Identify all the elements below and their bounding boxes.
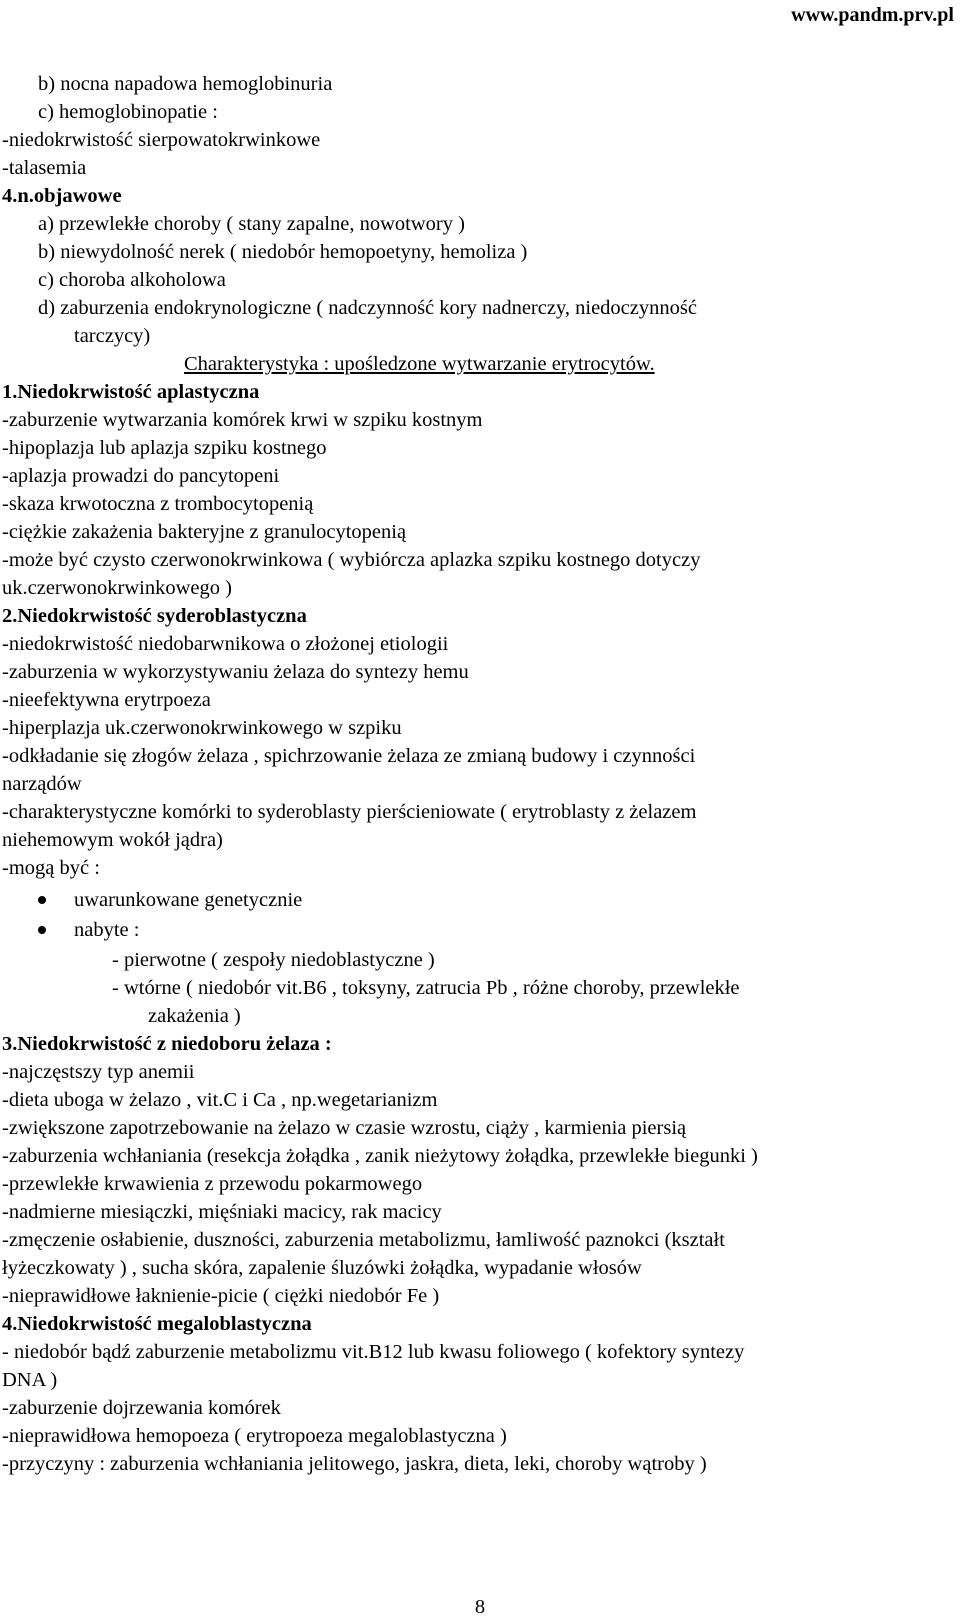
- text-line: c) hemoglobinopatie :: [38, 101, 218, 123]
- text-line: c) choroba alkoholowa: [38, 269, 226, 291]
- section-heading: 1.Niedokrwistość aplastyczna: [2, 381, 260, 403]
- text-line: -zaburzenie dojrzewania komórek: [2, 1397, 281, 1419]
- text-line: -niedokrwistość sierpowatokrwinkowe: [2, 129, 321, 151]
- text-line: -nieprawidłowe łaknienie-picie ( ciężki niedobór Fe ): [2, 1285, 440, 1307]
- text-line: -ciężkie zakażenia bakteryjne z granulocytopenią: [2, 521, 407, 543]
- list-item: uwarunkowane genetycznie: [74, 889, 303, 911]
- text-line: -zmęczenie osłabienie, duszności, zaburzenia metabolizmu, łamliwość paznokci (kształt: [2, 1229, 725, 1251]
- text-line: -nadmierne miesiączki, mięśniaki macicy, rak macicy: [2, 1201, 442, 1223]
- list-item: - wtórne ( niedobór vit.B6 , toksyny, zatrucia Pb , różne choroby, przewlekłe: [112, 977, 740, 999]
- text-line: -hiperplazja uk.czerwonokrwinkowego w szpiku: [2, 717, 402, 739]
- text-line: uk.czerwonokrwinkowego ): [2, 577, 232, 599]
- text-line: -najczęstszy typ anemii: [2, 1061, 195, 1083]
- bullet-icon: [38, 896, 46, 904]
- text-line: -mogą być :: [2, 857, 100, 879]
- text-line: b) niewydolność nerek ( niedobór hemopoetyny, hemoliza ): [38, 241, 528, 263]
- section-heading: 3.Niedokrwistość z niedoboru żelaza :: [2, 1033, 332, 1055]
- text-line: -hipoplazja lub aplazja szpiku kostnego: [2, 437, 327, 459]
- bullet-icon: [38, 926, 46, 934]
- text-line: tarczycy): [74, 325, 151, 347]
- text-line: -niedokrwistość niedobarwnikowa o złożonej etiologii: [2, 633, 449, 655]
- text-line: -talasemia: [2, 157, 87, 179]
- text-line: -zaburzenia w wykorzystywaniu żelaza do syntezy hemu: [2, 661, 469, 683]
- header-url: www.pandm.prv.pl: [791, 4, 954, 26]
- list-item: nabyte :: [74, 919, 140, 941]
- text-line: d) zaburzenia endokrynologiczne ( nadczynność kory nadnerczy, niedoczynność: [38, 297, 697, 319]
- text-line: a) przewlekłe choroby ( stany zapalne, nowotwory ): [38, 213, 465, 235]
- page-number: 8: [474, 1596, 486, 1618]
- text-line: -zwiększone zapotrzebowanie na żelazo w czasie wzrostu, ciąży , karmienia piersią: [2, 1117, 687, 1139]
- text-line: niehemowym wokół jądra): [2, 829, 223, 851]
- section-heading: 4.Niedokrwistość megaloblastyczna: [2, 1313, 312, 1335]
- section-caption: Charakterystyka : upośledzone wytwarzanie erytrocytów.: [184, 353, 655, 375]
- text-line: -zaburzenie wytwarzania komórek krwi w szpiku kostnym: [2, 409, 483, 431]
- text-line: -przewlekłe krwawienia z przewodu pokarmowego: [2, 1173, 423, 1195]
- text-line: b) nocna napadowa hemoglobinuria: [38, 73, 333, 95]
- text-line: -nieefektywna erytrpoeza: [2, 689, 211, 711]
- text-line: -może być czysto czerwonokrwinkowa ( wybiórcza aplazka szpiku kostnego dotyczy: [2, 549, 701, 571]
- text-line: -przyczyny : zaburzenia wchłaniania jelitowego, jaskra, dieta, leki, choroby wątroby ): [2, 1453, 707, 1475]
- text-line: -zaburzenia wchłaniania (resekcja żołądka , zanik nieżytowy żołądka, przewlekłe biegunki ): [2, 1145, 758, 1167]
- text-line: -nieprawidłowa hemopoeza ( erytropoeza megaloblastyczna ): [2, 1425, 507, 1447]
- section-heading: 2.Niedokrwistość syderoblastyczna: [2, 605, 307, 627]
- list-item: - pierwotne ( zespoły niedoblastyczne ): [112, 949, 435, 971]
- text-line: zakażenia ): [148, 1005, 241, 1027]
- section-heading: 4.n.objawowe: [2, 185, 122, 207]
- text-line: łyżeczkowaty ) , sucha skóra, zapalenie śluzówki żołądka, wypadanie włosów: [2, 1257, 642, 1279]
- text-line: -dieta uboga w żelazo , vit.C i Ca , np.wegetarianizm: [2, 1089, 438, 1111]
- text-line: -aplazja prowadzi do pancytopeni: [2, 465, 280, 487]
- text-line: -odkładanie się złogów żelaza , spichrzowanie żelaza ze zmianą budowy i czynności: [2, 745, 696, 767]
- text-line: -skaza krwotoczna z trombocytopenią: [2, 493, 314, 515]
- text-line: DNA ): [2, 1369, 58, 1391]
- text-line: - niedobór bądź zaburzenie metabolizmu vit.B12 lub kwasu foliowego ( kofektory syntezy: [2, 1341, 745, 1363]
- text-line: narządów: [2, 773, 82, 795]
- text-line: -charakterystyczne komórki to syderoblasty pierścieniowate ( erytroblasty z żelazem: [2, 801, 697, 823]
